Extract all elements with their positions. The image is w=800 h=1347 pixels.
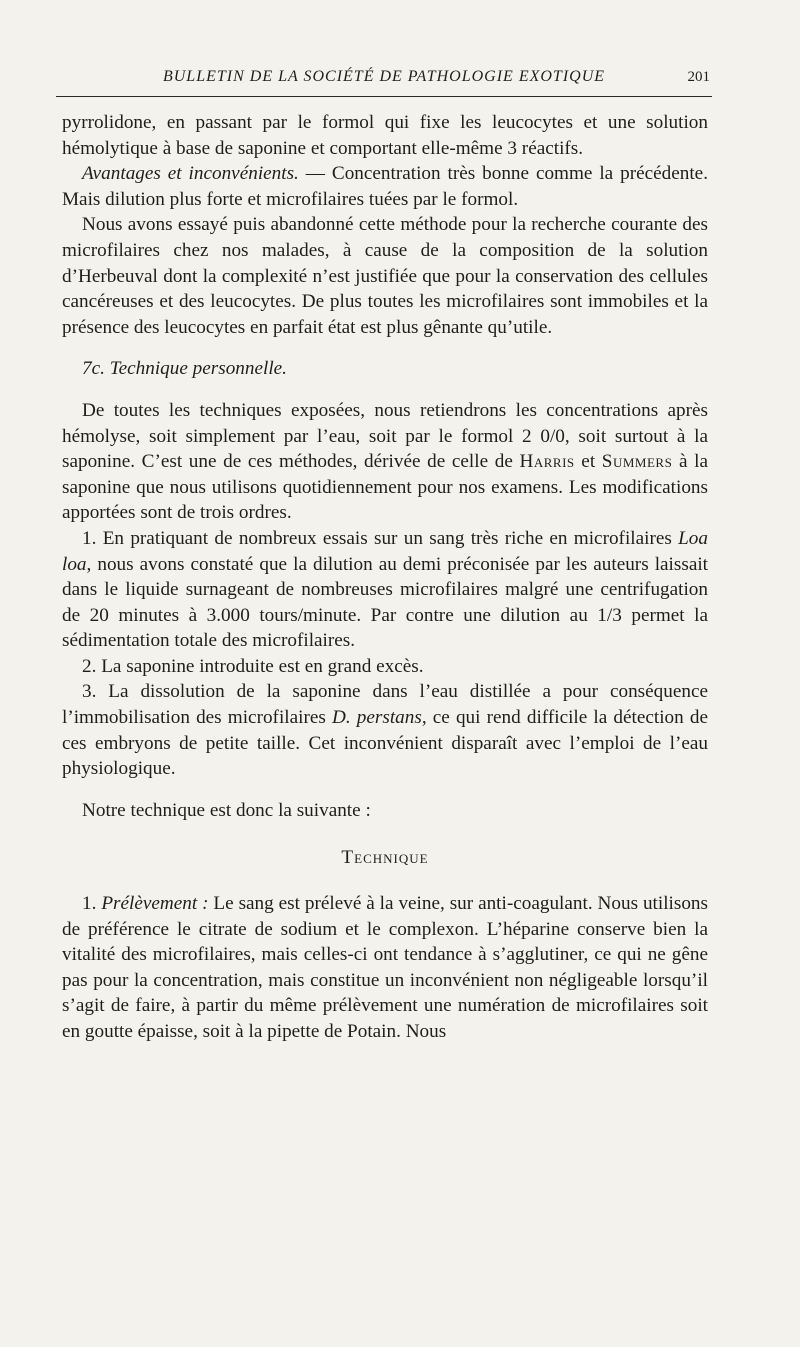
subheading-7c <box>62 356 708 382</box>
paragraph-3 <box>62 212 708 340</box>
paragraph-4-et: et <box>574 451 602 473</box>
paragraph-3-text: Nous avons essayé puis abandonné cette méthode pour la recherche courante des microfilaires chez nos malades, à cause de la composition de la solution d’Herbeuval dont la complexité n’est justifiée que pour la conservation des cellules cancéreuses et des leucocytes. De plus toutes les microfilaires sont immobiles et la présence des leucocytes en parfait état est plus gênante qu’utile. <box>62 214 708 338</box>
paragraph-4-text-a: De toutes les techniques exposées, nous retiendrons les concentrations après hémolyse, soit simplement par l’eau, soit par le formol 2 0/0, soit surtout à la saponine. C’est une de ces méthodes, dérivée de celle de <box>62 399 708 473</box>
author-summers: Summers <box>601 451 673 473</box>
paragraph-2 <box>62 161 708 212</box>
body-text <box>62 110 708 1045</box>
list-item-2-text: 2. La saponine introduite est en grand excès. <box>82 655 424 677</box>
paragraph-6-number: 1. <box>82 893 102 915</box>
list-item-1-species: Loa loa <box>62 527 708 575</box>
page-header <box>56 68 712 97</box>
subheading-7c-text: 7c. Technique personnelle. <box>82 358 287 380</box>
paragraph-4-text-b: à la saponine que nous utilisons quotidiennement pour nos examens. Les modifications apportées sont de trois ordres. <box>62 451 708 524</box>
paragraph-2-label: Avantages et inconvénients. <box>82 163 299 185</box>
list-item-1-text-b: , nous avons constaté que la dilution au demi préconisée par les auteurs laissait dans le liquide surnageant de nombreuses microfilaires malgré une centrifugation de 20 minutes à 3.000 tours/minute. Par contre une dilution au 1/3 permet la sédimentation totale des microfilaires. <box>62 553 708 652</box>
list-item-3-text-a: 3. La dissolution de la saponine dans l’eau distillée a pour conséquence l’immobilisation des microfilaires <box>62 681 708 729</box>
paragraph-5-text: Notre technique est donc la suivante : <box>82 799 371 821</box>
section-title: Technique <box>341 847 429 869</box>
paragraph-6-label: Prélèvement : <box>101 893 209 915</box>
list-item-3 <box>62 679 708 781</box>
author-harris: Harris <box>519 451 575 473</box>
paragraph-6 <box>62 891 708 1045</box>
list-item-3-species: D. perstans <box>331 707 422 729</box>
running-head: BULLETIN DE LA SOCIÉTÉ DE PATHOLOGIE EXOTIQUE <box>162 68 606 85</box>
page-number: 201 <box>687 69 710 85</box>
list-item-1-text-a: 1. En pratiquant de nombreux essais sur un sang très riche en microfilaires <box>82 527 679 549</box>
list-item-3-text-b: , ce qui rend difficile la détection de ces embryons de petite taille. Cet inconvénient disparaît avec l’emploi de l’eau physiologique. <box>62 707 708 780</box>
list-item-1 <box>62 526 708 654</box>
paragraph-6-text: Le sang est prélevé à la veine, sur anti-coagulant. Nous utilisons de préférence le citrate de sodium et le complexon. L’héparine conserve bien la vitalité des microfilaires, mais celles-ci ont tendance à s’agglutiner, ce qui ne gêne pas pour la concentration, mais constitue un inconvénient non négligeable lorsqu’il s’agit de faire, à partir du même prélèvement une numération de microfilaires soit en goutte épaisse, soit à la pipette de Potain. Nous <box>62 893 708 1042</box>
paragraph-4 <box>62 398 708 526</box>
paragraph-1-text: pyrrolidone, en passant par le formol qui fixe les leucocytes et une solution hémolytique à base de saponine et comportant elle-même 3 réactifs. <box>62 112 708 159</box>
list-item-2 <box>62 654 708 680</box>
paragraph-5 <box>62 798 708 824</box>
paragraph-2-text: — Concentration très bonne comme la précédente. Mais dilution plus forte et microfilaires tuées par le formol. <box>62 163 708 210</box>
paragraph-1 <box>62 110 708 161</box>
